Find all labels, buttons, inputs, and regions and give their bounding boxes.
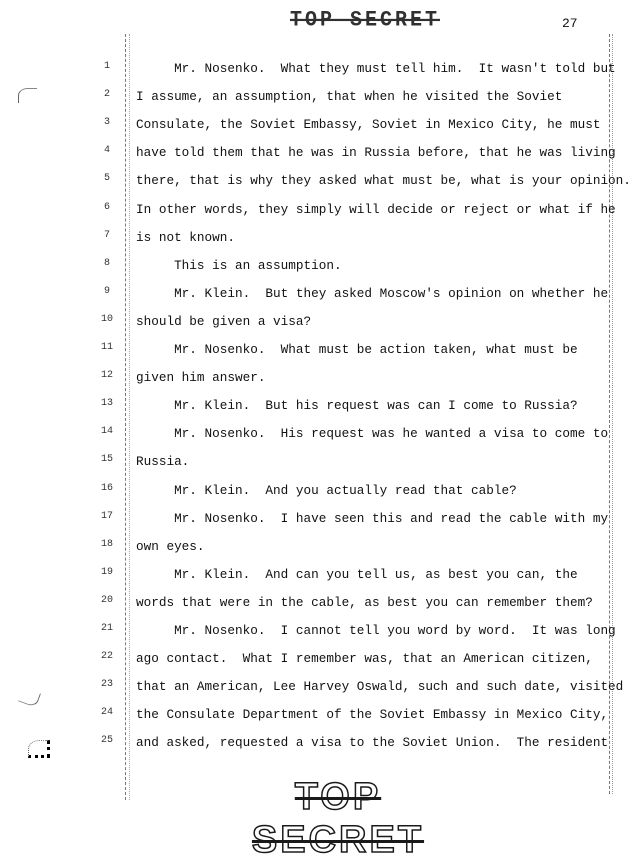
footer-classification-stamp: TOP SECRET <box>251 776 425 861</box>
line-text: is not known. <box>136 229 235 245</box>
line-text: In other words, they simply will decide or reject or what if he <box>136 201 616 217</box>
line-text: own eyes. <box>136 538 205 554</box>
line-number: 10 <box>100 313 113 325</box>
line-text: Mr. Klein. And can you tell us, as best you can, the <box>136 566 578 582</box>
transcript-line <box>0 536 638 558</box>
transcript-line <box>0 676 638 698</box>
transcript-line <box>0 480 638 502</box>
line-number: 24 <box>100 707 113 719</box>
line-number: 13 <box>100 398 113 410</box>
line-number: 16 <box>100 482 113 494</box>
line-text: Mr. Nosenko. I have seen this and read the cable with my <box>136 510 609 526</box>
line-text: I assume, an assumption, that when he visited the Soviet <box>136 89 563 105</box>
transcript-line <box>0 564 638 586</box>
line-number: 1 <box>103 61 110 72</box>
transcript-line <box>0 283 638 305</box>
transcript-line <box>0 339 638 361</box>
line-number: 6 <box>103 201 110 213</box>
transcript-line <box>0 620 638 642</box>
line-text: Consulate, the Soviet Embassy, Soviet in Mexico City, he must <box>136 117 601 133</box>
line-number: 8 <box>103 257 110 269</box>
line-text: ago contact. What I remember was, that an American citizen, <box>136 651 593 667</box>
line-text: there, that is why they asked what must be, what is your opinion. <box>136 173 631 189</box>
line-text: and asked, requested a visa to the Soviet Union. The resident <box>136 735 609 751</box>
page-number: 27 <box>562 16 578 31</box>
line-number: 15 <box>100 454 113 466</box>
line-text: This is an assumption. <box>136 257 342 273</box>
line-number: 5 <box>103 173 110 185</box>
line-text: Mr. Nosenko. What they must tell him. It wasn't told but <box>136 61 616 76</box>
transcript-line <box>0 423 638 445</box>
transcript-line <box>0 86 638 108</box>
transcript-line <box>0 227 638 249</box>
transcript-line <box>0 395 638 417</box>
line-number: 14 <box>100 426 113 438</box>
transcript-line <box>0 311 638 333</box>
line-text: Mr. Klein. But his request was can I come to Russia? <box>136 398 578 414</box>
line-text: Mr. Nosenko. What must be action taken, what must be <box>136 342 578 357</box>
line-text: Mr. Nosenko. His request was he wanted a visa to come to <box>136 426 609 442</box>
transcript-line <box>0 451 638 473</box>
line-number: 22 <box>100 651 113 663</box>
transcript-line <box>0 255 638 277</box>
line-number: 17 <box>100 510 113 522</box>
line-number: 18 <box>100 538 113 550</box>
line-number: 4 <box>103 145 110 157</box>
transcript-line <box>0 170 638 192</box>
line-text: Mr. Nosenko. I cannot tell you word by word. It was long <box>136 623 616 638</box>
line-number: 11 <box>100 342 113 353</box>
transcript-line <box>0 592 638 614</box>
transcript-line <box>0 367 638 389</box>
line-number: 3 <box>103 117 110 129</box>
transcript-line <box>0 114 638 136</box>
line-text: Russia. <box>136 454 190 470</box>
transcript-line <box>0 58 638 80</box>
line-number: 25 <box>100 735 113 747</box>
line-number: 9 <box>103 285 110 297</box>
header-classification-stamp: TOP SECRET <box>289 7 441 34</box>
line-number: 7 <box>103 229 110 241</box>
line-text: have told them that he was in Russia before, that he was living <box>136 145 616 161</box>
transcript-line <box>0 142 638 164</box>
line-text: words that were in the cable, as best you can remember them? <box>136 594 593 610</box>
line-number: 23 <box>100 679 113 691</box>
line-number: 20 <box>100 594 113 606</box>
line-number: 21 <box>100 623 113 634</box>
line-text: should be given a visa? <box>136 313 312 329</box>
line-number: 12 <box>100 370 113 382</box>
transcript-line <box>0 508 638 530</box>
line-number: 19 <box>100 566 113 578</box>
transcript-line <box>0 704 638 726</box>
transcript-line <box>0 732 638 754</box>
transcript-line <box>0 648 638 670</box>
line-text: the Consulate Department of the Soviet Embassy in Mexico City, <box>136 707 609 723</box>
line-text: that an American, Lee Harvey Oswald, such and such date, visited <box>136 679 624 695</box>
line-text: Mr. Klein. But they asked Moscow's opinion on whether he <box>136 285 609 301</box>
line-text: given him answer. <box>136 370 266 386</box>
transcript-line <box>0 199 638 221</box>
line-number: 2 <box>103 89 110 101</box>
line-text: Mr. Klein. And you actually read that cable? <box>136 482 517 498</box>
